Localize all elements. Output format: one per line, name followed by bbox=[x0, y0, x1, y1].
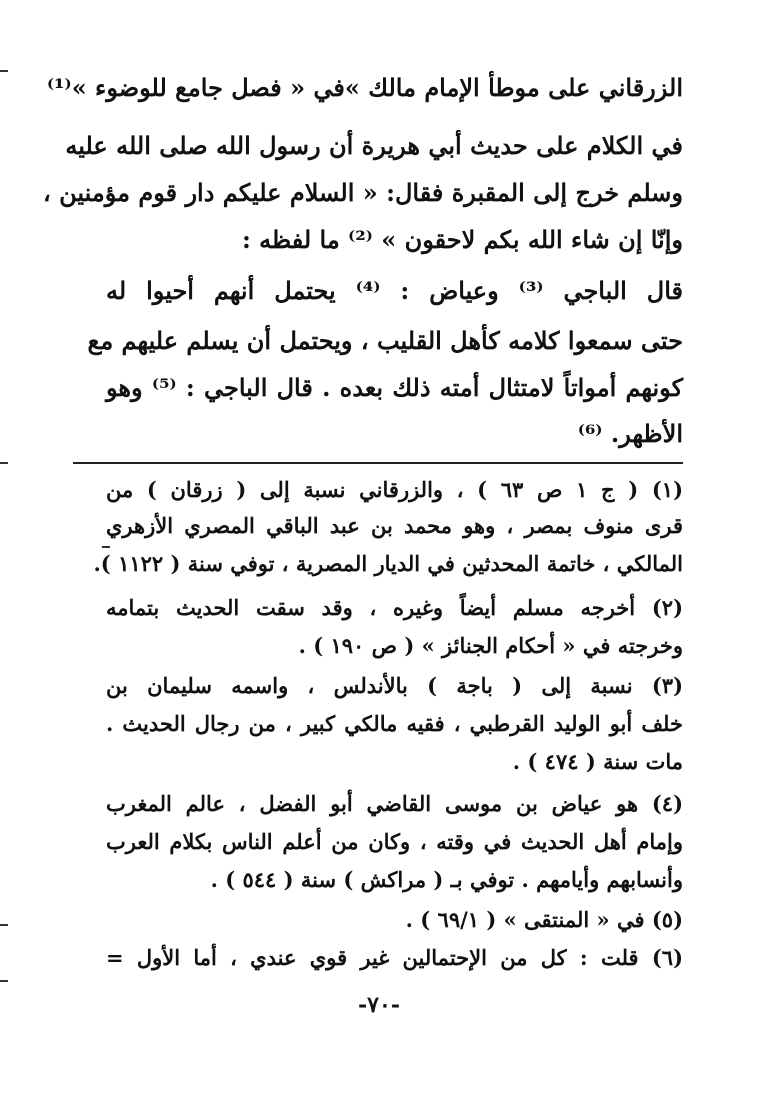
main-text-line: الزرقاني على موطأ الإمام مالك »في « فصل جامع للوضوء »⁽¹⁾ bbox=[46, 73, 683, 102]
scan-margin-mark bbox=[0, 980, 8, 982]
scan-margin-mark bbox=[102, 546, 110, 548]
footnote-line: (١) ( ج ١ ص ٦٣ ) ، والزرقاني نسبة إلى ( زرقان ) من bbox=[106, 477, 683, 502]
footnote-line: مات سنة ( ٤٧٤ ) . bbox=[512, 749, 683, 774]
scan-margin-mark bbox=[0, 924, 8, 926]
footnote-line: وخرجته في « أحكام الجنائز » ( ص ١٩٠ ) . bbox=[298, 633, 683, 658]
page-number: -٧٠- bbox=[358, 992, 400, 1018]
footnote-line: (٦) قلت : كل من الإحتمالين غير قوي عندي ، أما الأول = bbox=[106, 945, 683, 970]
main-text-line: كونهم أمواتاً لامتثال أمته ذلك بعده . قال الباجي : ⁽⁵⁾ وهو bbox=[106, 373, 683, 402]
main-text-line: وإنّا إن شاء الله بكم لاحقون » ⁽²⁾ ما لفظه : bbox=[241, 225, 683, 254]
footnote-line: (٣) نسبة إلى ( باجة ) بالأندلس ، واسمه سليمان بن bbox=[106, 673, 683, 698]
main-text-line: حتى سمعوا كلامه كأهل القليب ، ويحتمل أن يسلم عليهم مع bbox=[87, 326, 683, 355]
footnote-line: خلف أبو الوليد القرطبي ، فقيه مالكي كبير ، من رجال الحديث . bbox=[106, 711, 683, 736]
main-text-line: في الكلام على حديث أبي هريرة أن رسول الله صلى الله عليه bbox=[65, 131, 683, 160]
footnote-separator bbox=[73, 462, 683, 464]
main-text-line: الأظهر. ⁽⁶⁾ bbox=[577, 419, 683, 448]
footnote-line: وأنسابهم وأيامهم . توفي بـ ( مراكش ) سنة ( ٥٤٤ ) . bbox=[210, 867, 683, 892]
scan-margin-mark bbox=[0, 462, 8, 464]
footnote-line: (٢) أخرجه مسلم أيضاً وغيره ، وقد سقت الحديث بتمامه bbox=[106, 595, 683, 620]
footnote-line: المالكي ، خاتمة المحدثين في الديار المصرية ، توفي سنة ( ١١٢٢ ). bbox=[93, 551, 683, 576]
footnote-line: وإمام أهل الحديث في وقته ، وكان من أعلم الناس بكلام العرب bbox=[106, 829, 683, 854]
footnote-line: (٥) في « المنتقى » ( ٦٩/١ ) . bbox=[405, 907, 683, 932]
footnote-line: قرى منوف بمصر ، وهو محمد بن عبد الباقي المصري الأزهري bbox=[106, 513, 683, 538]
main-text-line: قال الباجي ⁽³⁾ وعياض : ⁽⁴⁾ يحتمل أنهم أحيوا له bbox=[106, 276, 683, 305]
scan-margin-mark bbox=[0, 70, 8, 72]
main-text-line: وسلم خرج إلى المقبرة فقال: « السلام عليكم دار قوم مؤمنين ، bbox=[43, 178, 683, 207]
footnote-line: (٤) هو عياض بن موسى القاضي أبو الفضل ، عالم المغرب bbox=[106, 791, 683, 816]
